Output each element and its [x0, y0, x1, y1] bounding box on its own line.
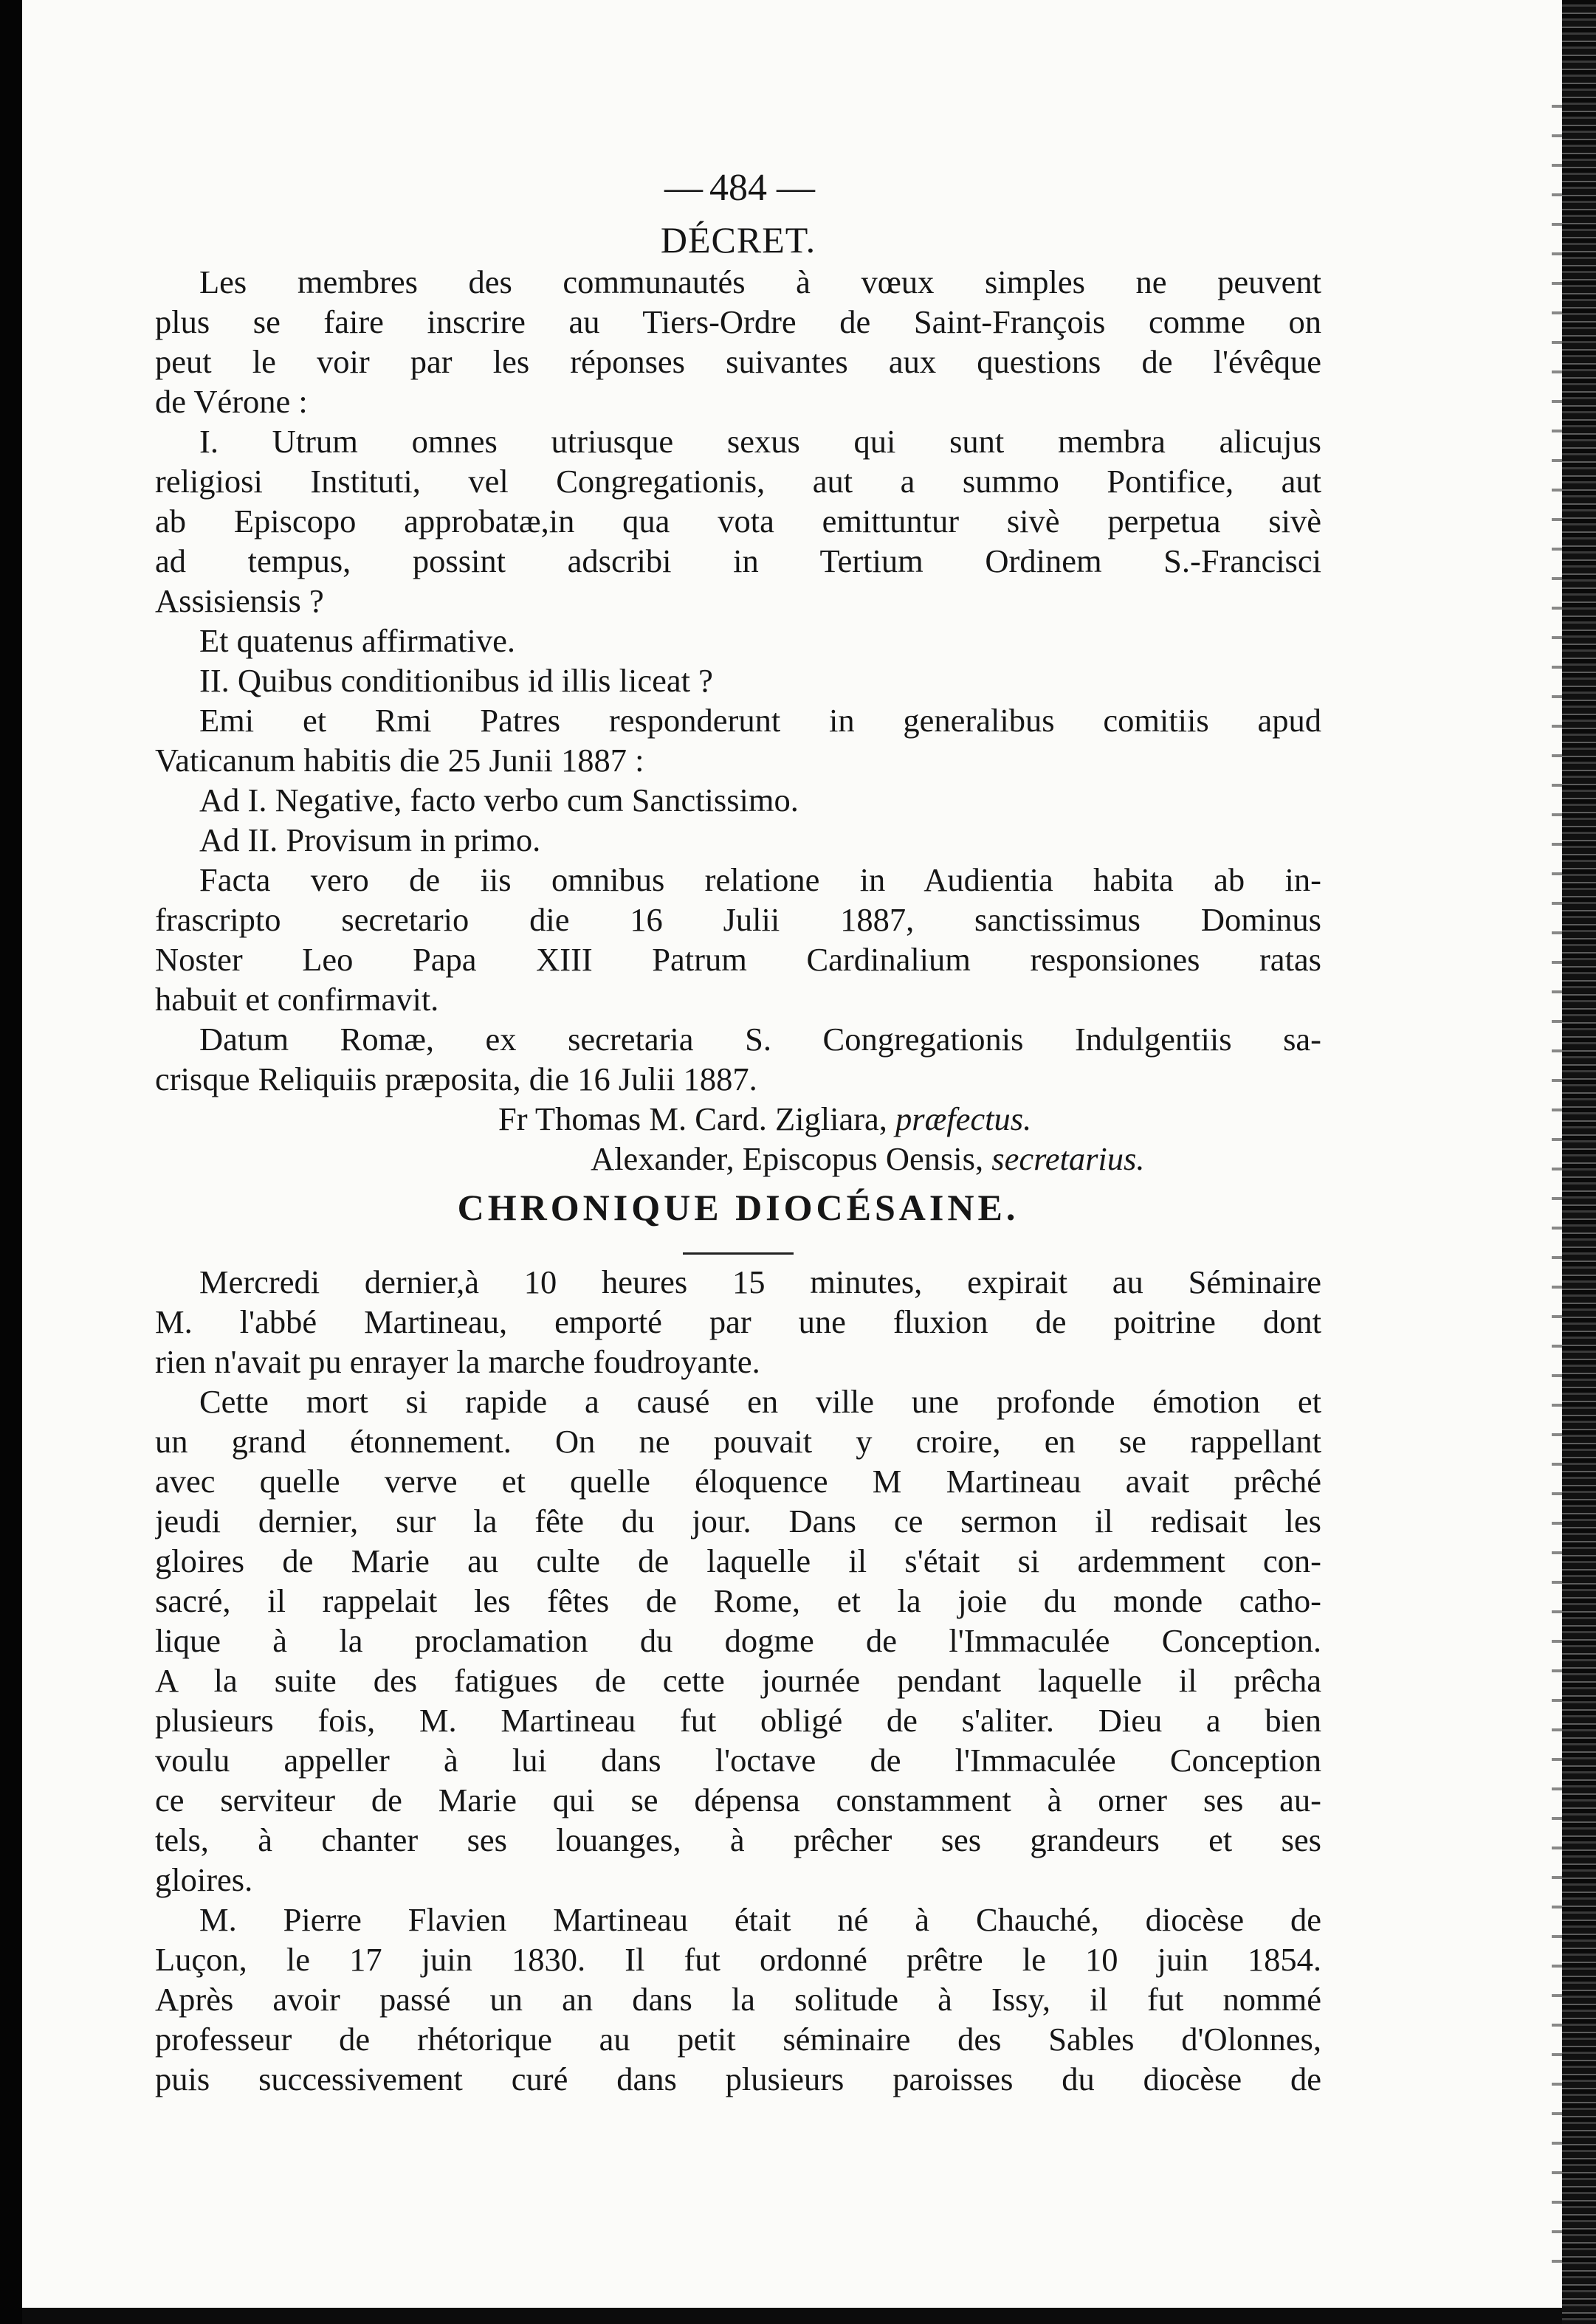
- decree-facta: [155, 860, 1321, 1019]
- text-line: avec quelle verve et quelle éloquence M Martineau avait prêché: [155, 1463, 1321, 1500]
- text-line: ad tempus, possint adscribi in Tertium Ordinem S.-Francisci: [155, 542, 1321, 579]
- decree-response: [155, 700, 1321, 780]
- text-line: rien n'avait pu enrayer la marche foudroyante.: [155, 1343, 760, 1380]
- text-line: habuit et confirmavit.: [155, 981, 439, 1018]
- text-line: ce serviteur de Marie qui se dépensa constamment à orner ses au-: [155, 1782, 1321, 1818]
- text-line: Ad I. Negative, facto verbo cum Sanctissimo.: [199, 782, 799, 818]
- text-line: jeudi dernier, sur la fête du jour. Dans ce sermon il redisait les: [155, 1503, 1321, 1539]
- text-line: religiosi Instituti, vel Congregationis, aut a summo Pontifice, aut: [155, 463, 1321, 500]
- text-line: I. Utrum omnes utriusque sexus qui sunt membra alicujus: [199, 423, 1321, 460]
- text-line: Datum Romæ, ex secretaria S. Congregationis Indulgentiis sa-: [199, 1021, 1321, 1058]
- text-line: lique à la proclamation du dogme de l'Immaculée Conception.: [155, 1622, 1321, 1659]
- text-line: Mercredi dernier,à 10 heures 15 minutes, expirait au Séminaire: [199, 1263, 1321, 1300]
- scan-border-right-noise: [1552, 89, 1562, 2273]
- chronique-title: CHRONIQUE DIOCÉSAINE.: [457, 1187, 1019, 1228]
- decree-answer-1: [155, 780, 1321, 820]
- text-line: A la suite des fatigues de cette journée pendant laquelle il prêcha: [155, 1662, 1321, 1699]
- text-line: Assisiensis ?: [155, 582, 324, 619]
- section-divider: [683, 1252, 794, 1255]
- text-line: Facta vero de iis omnibus relatione in Audientia habita ab in-: [199, 861, 1321, 898]
- text-line: Emi et Rmi Patres responderunt in generalibus comitiis apud: [199, 702, 1321, 739]
- text-line: voulu appeller à lui dans l'octave de l'Immaculée Conception: [155, 1742, 1321, 1779]
- text-line: crisque Reliquiis præposita, die 16 Julii 1887.: [155, 1061, 757, 1097]
- decree-title: DÉCRET.: [660, 219, 816, 261]
- text-line: frascripto secretario die 16 Julii 1887, sanctissimus Dominus: [155, 901, 1321, 938]
- text-line: professeur de rhétorique au petit séminaire des Sables d'Olonnes,: [155, 2021, 1321, 2058]
- signature-title: præfectus.: [895, 1100, 1032, 1137]
- text-line: Les membres des communautés à vœux simples ne peuvent: [199, 263, 1321, 300]
- chronique-paragraph-3: [155, 1900, 1321, 2099]
- text-line: Noster Leo Papa XIII Patrum Cardinalium responsiones ratas: [155, 941, 1321, 978]
- scan-border-bottom: [22, 2308, 1562, 2324]
- text-line: Et quatenus affirmative.: [199, 622, 515, 659]
- decree-question-2: [155, 661, 1321, 700]
- text-line: M. Pierre Flavien Martineau était né à Chauché, diocèse de: [199, 1901, 1321, 1938]
- signature-secretary: [155, 1139, 1321, 1179]
- text-line: ab Episcopo approbatæ,in qua vota emittuntur sivè perpetua sivè: [155, 503, 1321, 539]
- chronique-paragraph-1: [155, 1262, 1321, 1382]
- text-line: un grand étonnement. On ne pouvait y croire, en se rappellant: [155, 1423, 1321, 1460]
- text-line: Ad II. Provisum in primo.: [199, 821, 541, 858]
- text-line: plus se faire inscrire au Tiers-Ordre de Saint-François comme on: [155, 303, 1321, 340]
- signature-title: secretarius.: [991, 1140, 1145, 1177]
- text-line: gloires.: [155, 1861, 253, 1898]
- text-line: Cette mort si rapide a causé en ville une profonde émotion et: [199, 1383, 1321, 1420]
- decree-datum: [155, 1019, 1321, 1099]
- text-line: tels, à chanter ses louanges, à prêcher ses grandeurs et ses: [155, 1821, 1321, 1858]
- scan-border-left: [0, 0, 22, 2324]
- decree-intro: [155, 262, 1321, 421]
- text-line: de Vérone :: [155, 383, 308, 420]
- text-line: Après avoir passé un an dans la solitude à Issy, il fut nommé: [155, 1981, 1321, 2018]
- text-line: gloires de Marie au culte de laquelle il s'était si ardemment con-: [155, 1542, 1321, 1579]
- scan-border-right: [1562, 0, 1596, 2324]
- text-line: sacré, il rappelait les fêtes de Rome, et la joie du monde catho-: [155, 1582, 1321, 1619]
- document-page: [155, 166, 1321, 2099]
- chronique-paragraph-2: [155, 1382, 1321, 1900]
- text-line: M. l'abbé Martineau, emporté par une fluxion de poitrine dont: [155, 1303, 1321, 1340]
- signature-name: Fr Thomas M. Card. Zigliara,: [498, 1100, 896, 1137]
- text-line: Vaticanum habitis die 25 Junii 1887 :: [155, 742, 644, 779]
- decree-question-1-followup: [155, 621, 1321, 661]
- text-line: II. Quibus conditionibus id illis liceat ?: [199, 662, 713, 699]
- decree-question-1: [155, 421, 1321, 621]
- decree-answer-2: [155, 820, 1321, 860]
- text-line: plusieurs fois, M. Martineau fut obligé de s'aliter. Dieu a bien: [155, 1702, 1321, 1739]
- text-line: peut le voir par les réponses suivantes aux questions de l'évêque: [155, 343, 1321, 380]
- signature-prefect: [155, 1099, 1321, 1139]
- text-line: puis successivement curé dans plusieurs paroisses du diocèse de: [155, 2061, 1321, 2097]
- text-line: Luçon, le 17 juin 1830. Il fut ordonné prêtre le 10 juin 1854.: [155, 1941, 1321, 1978]
- page-number: — 484 —: [664, 167, 812, 209]
- signature-name: Alexander, Episcopus Oensis,: [591, 1140, 992, 1177]
